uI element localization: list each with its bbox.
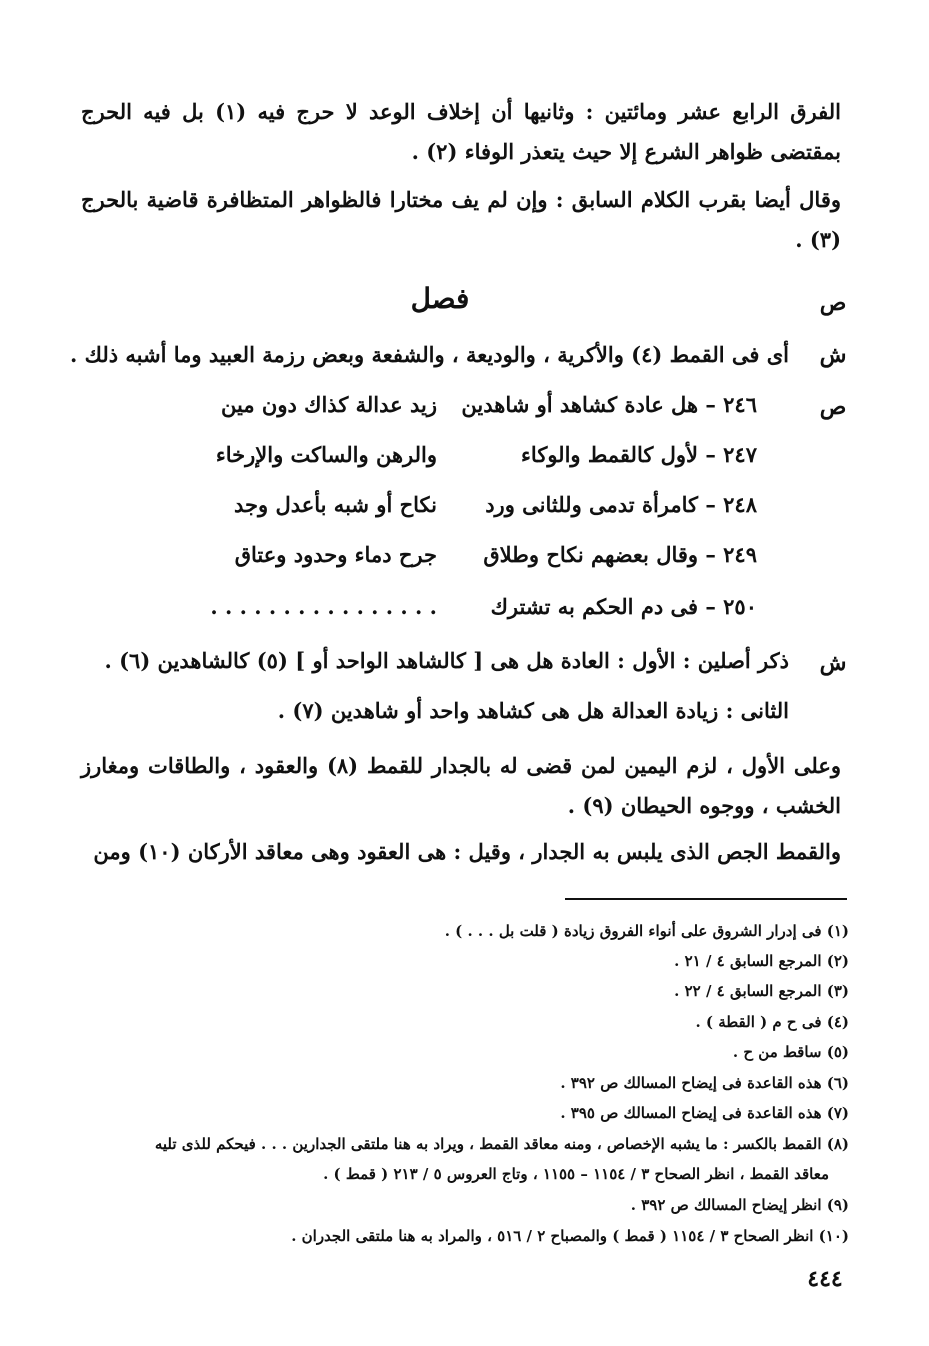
verse-first-hemistich: ٢٤٩ – وقال بعضهم نكاح وطلاق xyxy=(483,542,757,567)
commentary-marker-shin: ش xyxy=(819,650,847,676)
footnote: (٤) فى ح م ( القطة ) . xyxy=(695,1013,849,1031)
footnote-continuation: معاقد القمط ، انظر الصحاح ٣ / ١١٥٤ – ١١٥٥ ، وتاج العروس ٥ / ٢١٣ ( قمط ) . xyxy=(323,1165,829,1183)
footnote: (٥) ساقط من ح . xyxy=(732,1043,849,1061)
footnote: (٦) هذه القاعدة فى إيضاح المسالك ص ٣٩٢ . xyxy=(560,1074,849,1092)
paragraph-body-4: والقمط الجص الذى يلبس به الجدار ، وقيل : هى العقود وهى معاقد الأركان (١٠) ومن xyxy=(93,839,841,864)
verse-marker-sad: ص xyxy=(819,394,847,420)
paragraph-quote-1: الفرق الرابع عشر ومائتين : وثانيها أن إخلاف الوعد لا حرج فيه (١) بل فيه الحرج بمقتضى ظواهر الشرع إلا حيث يتعذر الوفاء (٢) . xyxy=(81,99,841,164)
paragraph-quote-2: وقال أيضا بقرب الكلام السابق : وإن لم يف مختارا فالظواهر المتظافرة قاضية بالحرج (٣) . xyxy=(81,187,841,252)
paragraph-body-3: وعلى الأول ، لزم اليمين لمن قضى له بالجدار للقمط (٨) والعقود ، والطاقات ومغارز الخشب ، ووجوه الحيطان (٩) . xyxy=(81,753,841,818)
verse-line xyxy=(187,542,757,578)
footnote: (١٠) انظر الصحاح ٣ / ١١٥٤ ( قمط ) والمصباح ٢ / ٥١٦ ، والمراد به هنا ملتقى الجدران . xyxy=(291,1227,849,1245)
footnote-separator xyxy=(565,898,847,900)
verse-first-hemistich: ٢٥٠ – فى دم الحكم به تشترك xyxy=(490,594,757,619)
commentary-line: الثانى : زيادة العدالة هل هى كشاهد واحد أو شاهدين (٧) . xyxy=(277,698,789,723)
footnote: (٢) المرجع السابق ٤ / ٢١ . xyxy=(674,952,849,970)
footnote: (٧) هذه القاعدة فى إيضاح المسالك ص ٣٩٥ . xyxy=(560,1104,849,1122)
commentary-line: أى فى القمط (٤) والأكرية ، والوديعة ، والشفعة وبعض رزمة العبيد وما أشبه ذلك . xyxy=(70,342,789,367)
verse-line xyxy=(187,492,757,528)
commentary-line: ذكر أصلين : الأول : العادة هل هى [ كالشاهد الواحد أو ] (٥) كالشاهدين (٦) . xyxy=(104,648,789,673)
verse-first-hemistich: ٢٤٧ – لأول كالقمط والوكاء xyxy=(521,442,757,467)
section-marker-sad: ص xyxy=(819,290,847,316)
footnote: (٨) القمط بالكسر : ما يشبه الإخصاص ، ومنه معاقد القمط ، ويراد به هنا ملتقى الجدارين . . . فيحكم للذى تليه xyxy=(154,1135,849,1153)
verse-second-hemistich: نكاح أو شبه بأعدل وجد xyxy=(233,492,437,517)
verse-second-hemistich: زيد عدالة كذاك دون مين xyxy=(221,392,437,417)
verse-line xyxy=(187,392,757,428)
commentary-marker-shin: ش xyxy=(819,342,847,368)
verse-line xyxy=(187,594,757,630)
verse-second-hemistich: جرح دماء وحدود وعتاق xyxy=(234,542,437,567)
verse-second-hemistich: . . . . . . . . . . . . . . . . xyxy=(210,594,437,619)
verse-first-hemistich: ٢٤٨ – كامرأة تدمى وللثانى ورد xyxy=(485,492,757,517)
verse-first-hemistich: ٢٤٦ – هل عادة كشاهد أو شاهدين xyxy=(461,392,757,417)
verse-line xyxy=(187,442,757,478)
section-heading: فصل xyxy=(410,282,470,315)
footnote: (١) فى إدرار الشروق على أنواء الفروق زيادة ( قلت بل . . . ) . xyxy=(444,922,849,940)
footnote: (٣) المرجع السابق ٤ / ٢٢ . xyxy=(674,982,849,1000)
footnote: (٩) انظر إيضاح المسالك ص ٣٩٢ . xyxy=(630,1196,849,1214)
verse-second-hemistich: والرهن والساكت والإرخاء xyxy=(215,442,437,467)
page-number: ٤٤٤ xyxy=(807,1266,843,1292)
